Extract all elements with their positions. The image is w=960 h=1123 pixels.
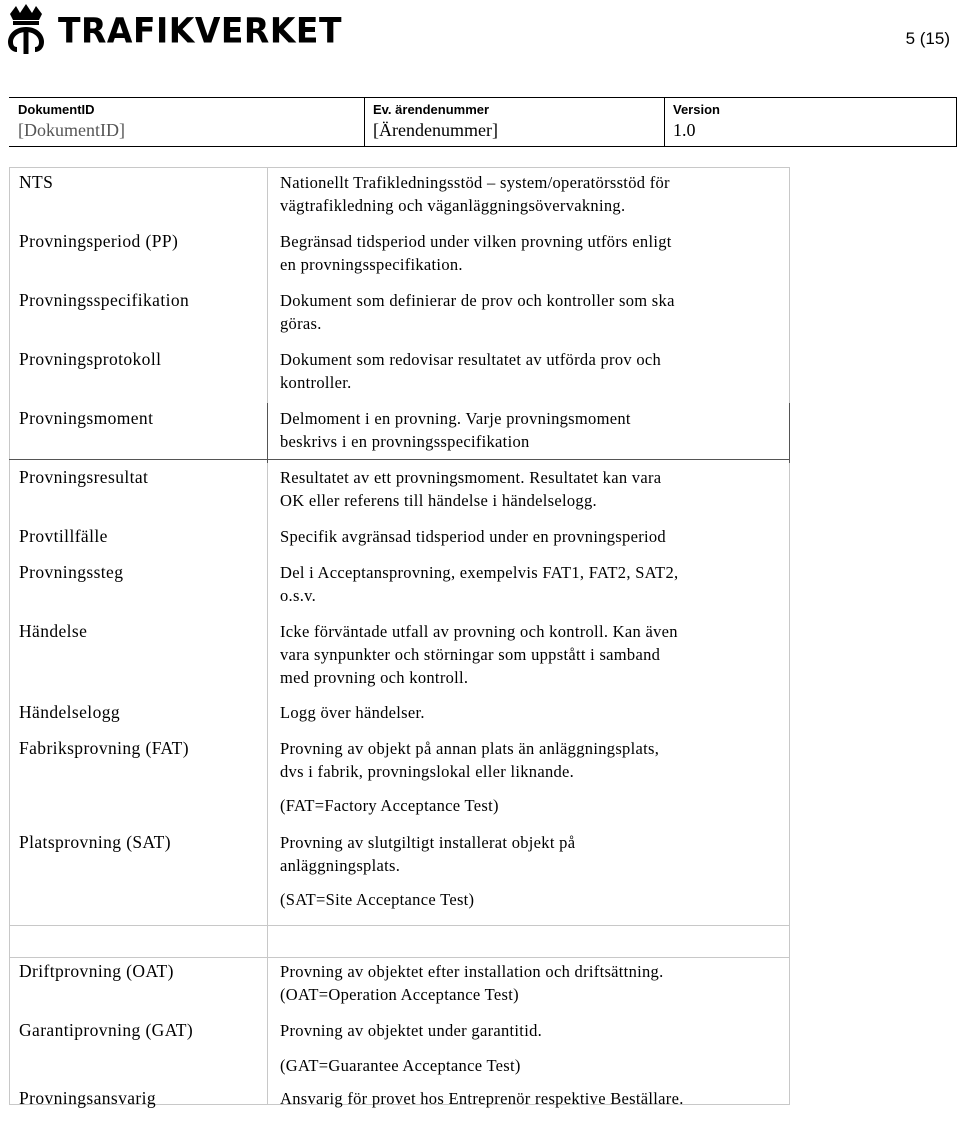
term-definition: Dokument som redovisar resultatet av utförda prov och kontroller.	[280, 350, 662, 392]
term-label: Händelselogg	[19, 702, 121, 722]
term-definition: Dokument som definierar de prov och kontroller som ska göras.	[280, 291, 675, 333]
term-definition: Nationellt Trafikledningsstöd – system/operatörsstöd för vägtrafikledning och väganläggningsövervakning.	[280, 173, 670, 215]
term-definition: Del i Acceptansprovning, exempelvis FAT1, FAT2, SAT2, o.s.v.	[280, 563, 679, 605]
term-label: Provningsmoment	[19, 408, 154, 428]
term-label: Provningsansvarig	[19, 1088, 157, 1108]
arendenummer-cell	[364, 98, 664, 146]
term-label: Provningssteg	[19, 562, 124, 582]
term-definition: Specifik avgränsad tidsperiod under en provningsperiod	[280, 527, 666, 546]
arendenummer-value: [Ärendenummer]	[373, 120, 498, 140]
arendenummer-label: Ev. ärendenummer	[373, 102, 490, 117]
term-label: Provningsprotokoll	[19, 349, 162, 369]
trafikverket-logo	[4, 2, 342, 58]
term-definition: Begränsad tidsperiod under vilken provning utförs enligt en provningsspecifikation.	[280, 232, 672, 274]
term-label: Fabriksprovning (FAT)	[19, 738, 189, 758]
term-definition: Resultatet av ett provningsmoment. Resultatet kan vara OK eller referens till händelse i händelselogg.	[280, 468, 662, 510]
dokumentid-label: DokumentID	[18, 102, 95, 117]
term-definition: Provning av objektet efter installation och driftsättning. (OAT=Operation Acceptance Test)	[280, 962, 664, 1004]
term-definition: Delmoment i en provning. Varje provningsmoment beskrivs i en provningsspecifikation	[280, 409, 631, 451]
version-value: 1.0	[673, 120, 696, 140]
term-definition: Icke förväntade utfall av provning och kontroll. Kan även vara synpunkter och störningar som uppstått i samband med provning och kontroll.	[280, 622, 678, 687]
term-label: Provningsspecifikation	[19, 290, 190, 310]
term-label: Provningsperiod (PP)	[19, 231, 179, 251]
term-definition: Provning av slutgiltigt installerat objekt på anläggningsplats. (SAT=Site Acceptance Test)	[280, 833, 576, 909]
term-definition: Ansvarig för provet hos Entreprenör respektive Beställare.	[280, 1089, 684, 1108]
crown-emblem-icon	[4, 2, 48, 58]
term-label: Platsprovning (SAT)	[19, 832, 171, 852]
term-label: Provtillfälle	[19, 526, 108, 546]
term-label: NTS	[19, 172, 54, 192]
term-label: Provningsresultat	[19, 467, 149, 487]
document-info-header	[9, 97, 957, 147]
term-label: Händelse	[19, 621, 88, 641]
term-definition: Logg över händelser.	[280, 703, 425, 722]
dokumentid-cell	[9, 98, 364, 146]
page-number: 5 (15)	[905, 29, 950, 48]
dokumentid-value: [DokumentID]	[18, 120, 125, 140]
term-definition: Provning av objekt på annan plats än anläggningsplats, dvs i fabrik, provningslokal eller liknande. (FAT=Factory Acceptance Test)	[280, 739, 660, 815]
term-label: Driftprovning (OAT)	[19, 961, 174, 981]
term-label: Garantiprovning (GAT)	[19, 1020, 194, 1040]
version-label: Version	[673, 102, 720, 117]
brand-name: TRAFIKVERKET	[58, 9, 342, 51]
version-cell	[664, 98, 957, 146]
term-definition: Provning av objektet under garantitid. (GAT=Guarantee Acceptance Test)	[280, 1021, 543, 1075]
